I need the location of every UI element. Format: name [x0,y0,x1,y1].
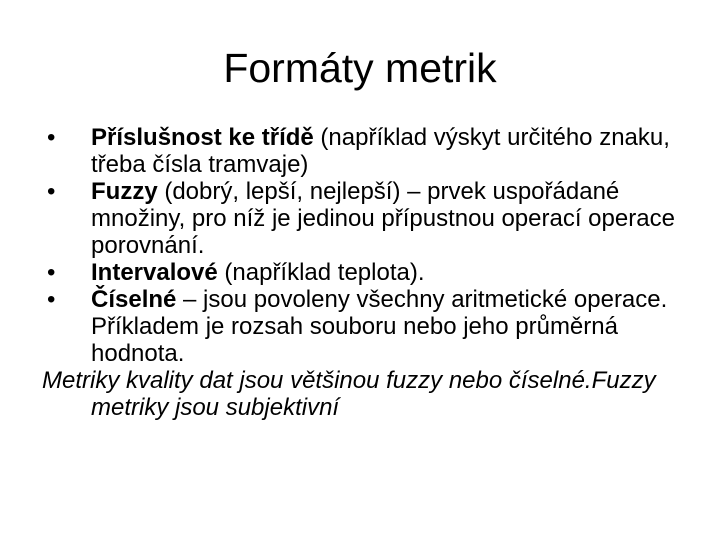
bullet-term: Fuzzy [91,178,158,205]
bullet-term: Intervalové [91,259,218,286]
bullet-marker: • [47,286,56,313]
bullet-item-trida [42,124,702,178]
bullet-marker: • [47,259,56,286]
bullet-list [42,124,702,421]
bullet-text: (například výskyt určitého znaku, třeba čísla tramvaje) [91,124,670,178]
bullet-item-ciselne [42,286,702,367]
summary-note: Metriky kvality dat jsou většinou fuzzy nebo číselné.Fuzzy metriky jsou subjektivní [42,367,656,421]
bullet-item-intervalove [42,259,702,286]
bullet-item-fuzzy [42,178,702,259]
bullet-marker: • [47,178,56,205]
bullet-text: – jsou povoleny všechny aritmetické operace. Příkladem je rozsah souboru nebo jeho průměrná hodnota. [91,286,668,367]
bullet-marker: • [47,124,56,151]
bullet-term: Příslušnost ke třídě [91,124,314,151]
bullet-text: (například teplota). [217,259,425,286]
bullet-term: Číselné [91,286,177,313]
slide-title: Formáty metrik [223,45,497,91]
bullet-text: (dobrý, lepší, nejlepší) – prvek uspořádané množiny, pro níž je jedinou přípustnou operací operace porovnání. [91,178,675,259]
